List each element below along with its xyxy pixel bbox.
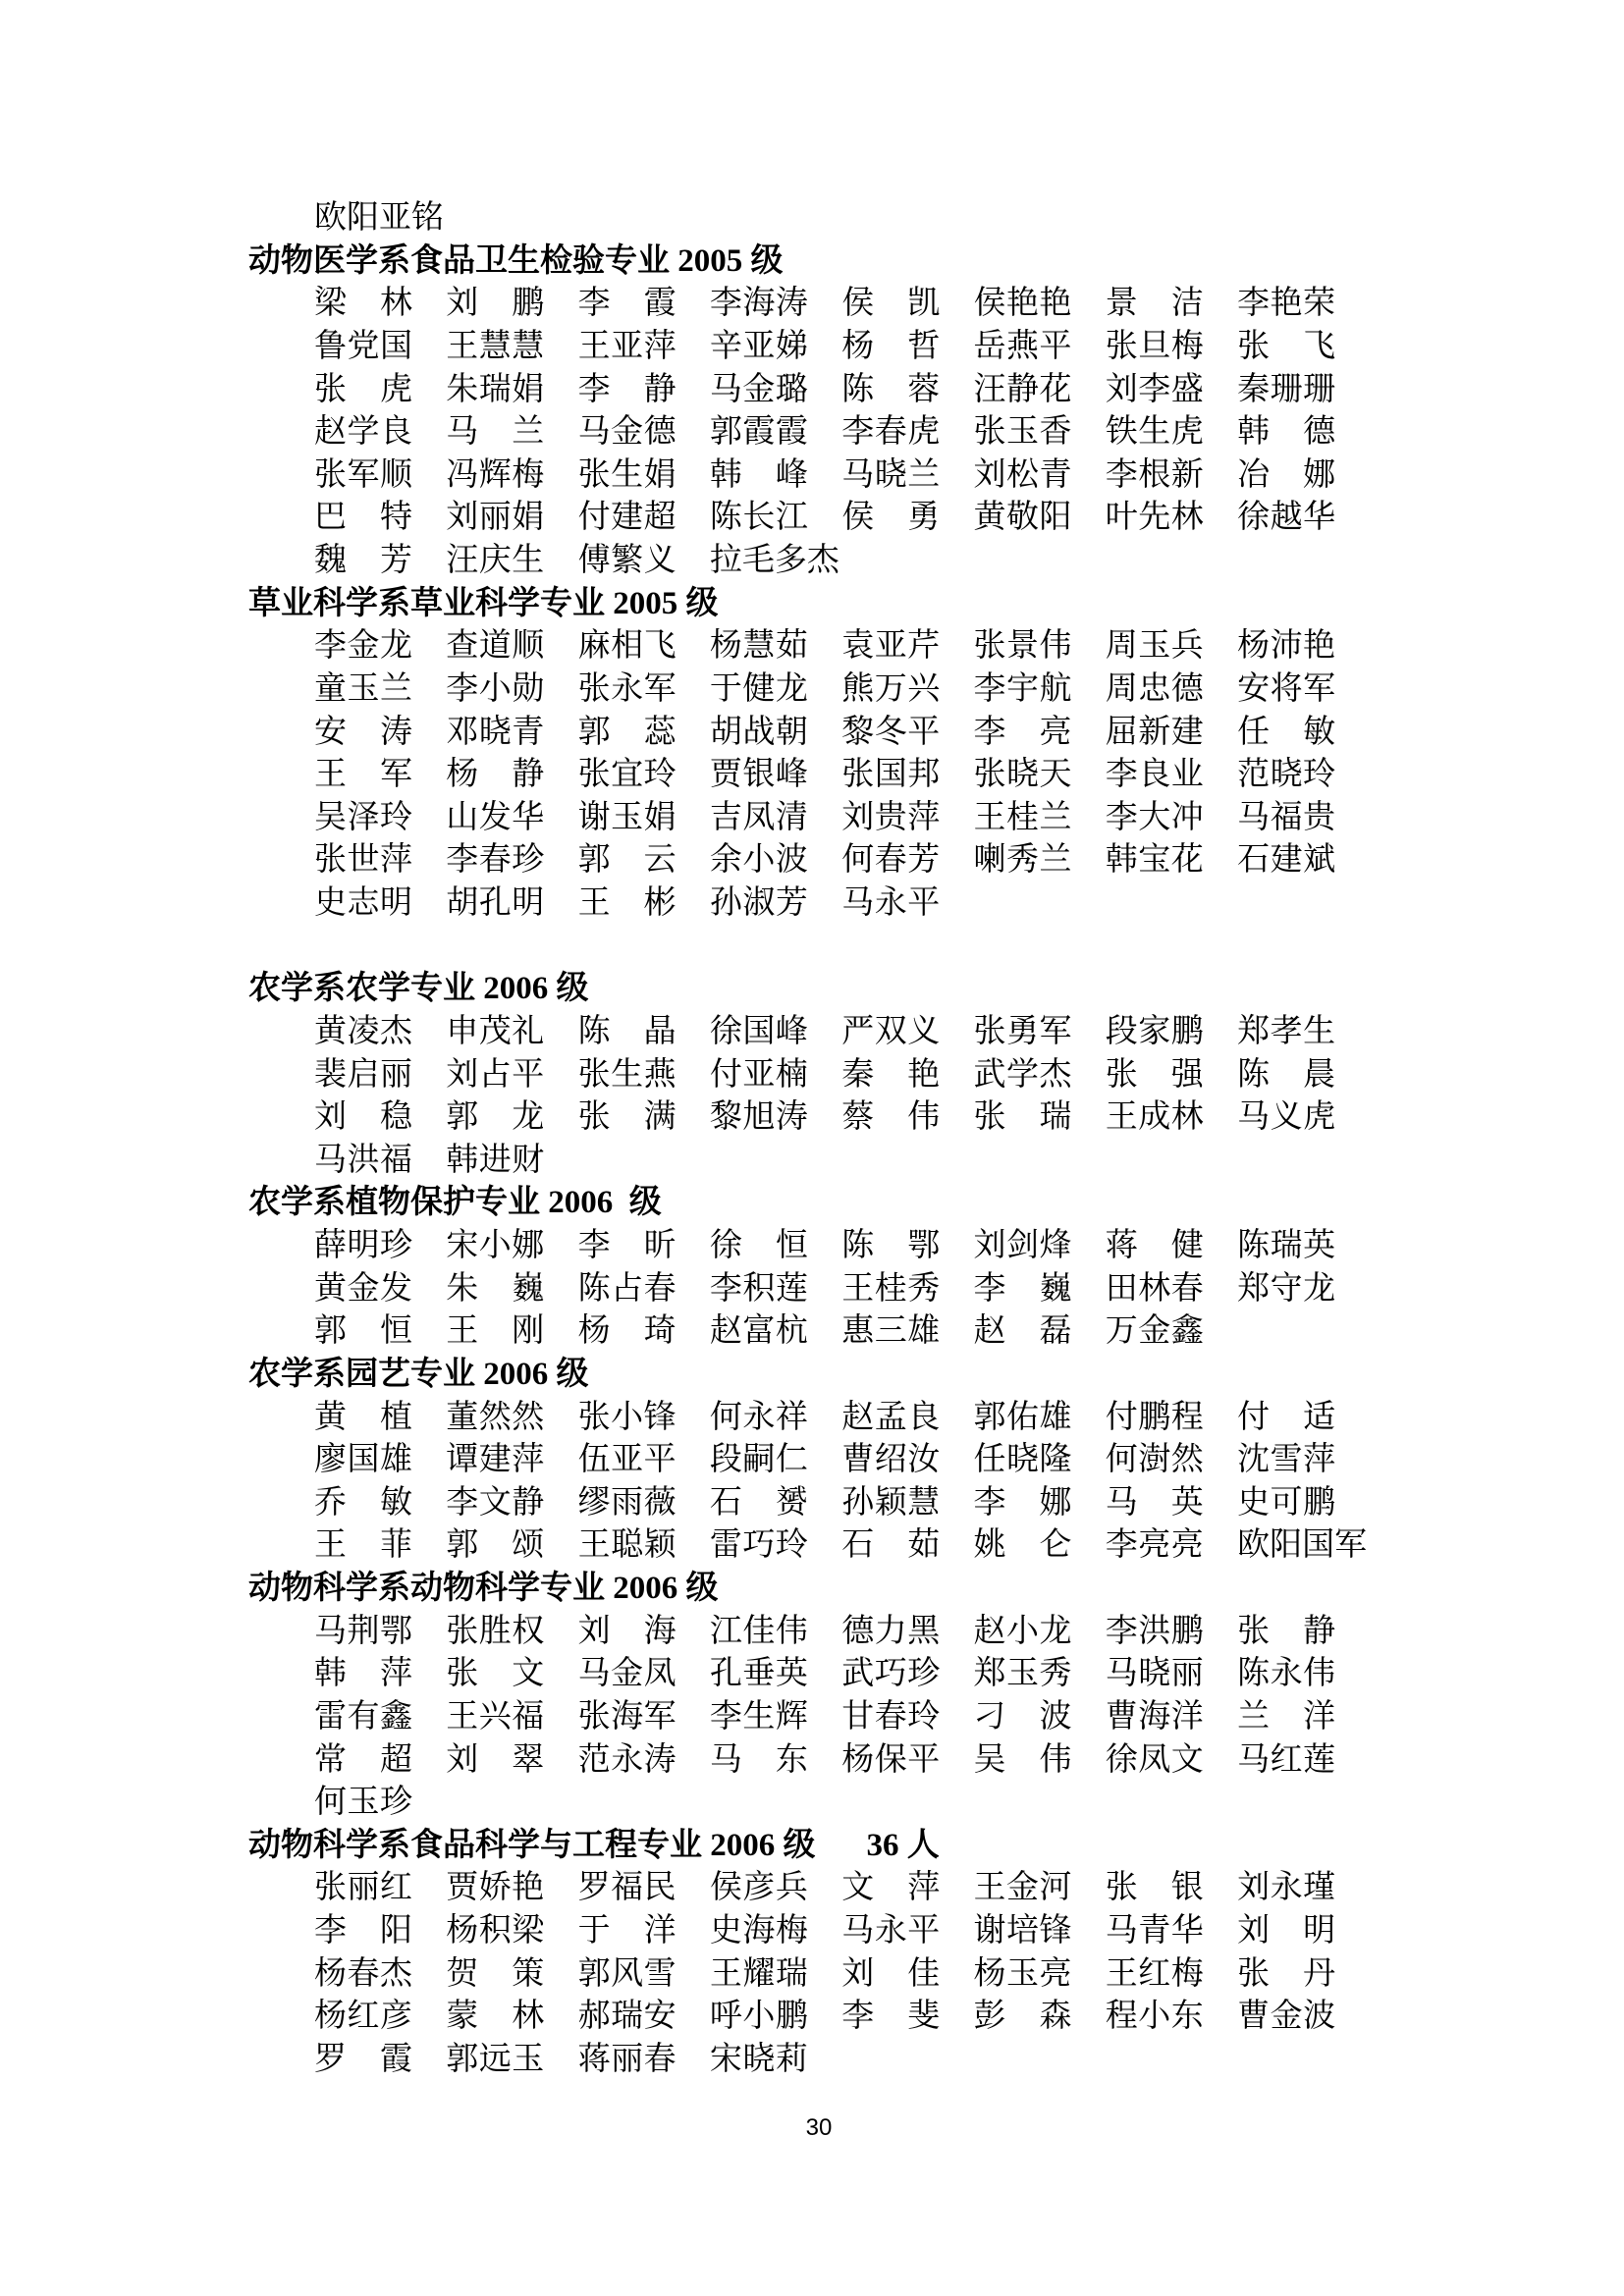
student-name: 郑玉秀 — [973, 1656, 1072, 1692]
student-name: 乔 敏 — [314, 1484, 412, 1521]
section-title: 草业科学系草业科学专业 2005 级 — [248, 585, 719, 621]
student-name: 甘春玲 — [841, 1698, 941, 1735]
student-name: 杨 琦 — [577, 1313, 677, 1350]
student-name: 郑守龙 — [1237, 1270, 1336, 1307]
student-name: 马金凤 — [577, 1656, 677, 1692]
student-name: 严双义 — [841, 1013, 941, 1049]
student-name: 李 阳 — [314, 1913, 412, 1949]
section-7 — [0, 1825, 1624, 2082]
student-name: 曹海洋 — [1105, 1698, 1204, 1735]
student-name: 蔡 伟 — [841, 1099, 941, 1136]
section-title: 动物科学系食品科学与工程专业 2006 级 — [248, 1827, 816, 1863]
student-name: 李 斐 — [841, 1999, 941, 2035]
student-name: 王成林 — [1105, 1099, 1204, 1136]
student-name: 张胜权 — [446, 1613, 545, 1649]
name-grid — [314, 625, 1370, 925]
student-name: 郭远玉 — [446, 2041, 545, 2077]
student-name: 李生辉 — [709, 1698, 808, 1735]
student-name: 欧阳国军 — [1237, 1527, 1368, 1564]
student-name: 韩宝花 — [1105, 842, 1204, 879]
student-name: 常 超 — [314, 1741, 412, 1778]
student-name: 张晓天 — [973, 757, 1072, 793]
student-name: 韩 德 — [1237, 414, 1336, 451]
student-name: 张小锋 — [577, 1399, 677, 1435]
student-name: 兰 洋 — [1237, 1698, 1336, 1735]
student-name: 石 茹 — [841, 1527, 941, 1564]
student-name: 罗 霞 — [314, 2041, 412, 2077]
student-name: 魏 芳 — [314, 543, 412, 578]
student-name: 张 文 — [446, 1656, 545, 1692]
student-name: 宋晓莉 — [709, 2041, 808, 2077]
student-name: 韩 峰 — [709, 456, 808, 493]
student-name: 雷巧玲 — [709, 1527, 808, 1564]
student-name: 何永祥 — [709, 1399, 808, 1435]
student-name: 呼小鹏 — [709, 1999, 808, 2035]
student-name: 张丽红 — [314, 1870, 412, 1906]
student-name: 马洪福 — [314, 1142, 412, 1178]
student-name: 黄金发 — [314, 1270, 412, 1307]
student-name: 铁生虎 — [1105, 414, 1204, 451]
student-name: 朱瑞娟 — [446, 371, 545, 407]
student-name: 马红莲 — [1237, 1741, 1336, 1778]
student-name: 刘 鹏 — [446, 286, 545, 322]
student-name: 李良业 — [1105, 757, 1204, 793]
student-name: 谢玉娟 — [577, 799, 677, 835]
student-name: 张生燕 — [577, 1056, 677, 1093]
student-name: 徐国峰 — [709, 1013, 808, 1049]
student-name: 段家鹏 — [1105, 1013, 1204, 1049]
student-name: 郭佑雄 — [973, 1399, 1072, 1435]
student-name: 欧阳亚铭 — [314, 200, 444, 236]
student-name: 陈永伟 — [1237, 1656, 1336, 1692]
student-name: 马 英 — [1105, 1484, 1204, 1521]
student-name: 赵学良 — [314, 414, 412, 451]
student-name: 德力黑 — [841, 1613, 941, 1649]
student-name: 杨沛艳 — [1237, 628, 1336, 665]
student-name: 付亚楠 — [709, 1056, 808, 1093]
name-list-page — [0, 197, 1624, 2082]
student-name: 刘剑烽 — [973, 1228, 1072, 1263]
student-name: 刘李盛 — [1105, 371, 1204, 407]
student-name: 石 赟 — [709, 1484, 808, 1521]
section-title: 农学系农学专业 2006 级 — [248, 971, 589, 1007]
student-name: 刘 稳 — [314, 1099, 412, 1136]
student-name: 张海军 — [577, 1698, 677, 1735]
student-name: 侯 勇 — [841, 500, 941, 536]
section-heading — [0, 1182, 1624, 1225]
student-name: 张 飞 — [1237, 328, 1336, 364]
student-name: 蒋 健 — [1105, 1228, 1204, 1263]
student-name: 谭建萍 — [446, 1442, 545, 1478]
student-name: 范晓玲 — [1237, 757, 1336, 793]
student-name: 李春虎 — [841, 414, 941, 451]
student-name: 张旦梅 — [1105, 328, 1204, 364]
section-heading — [0, 1568, 1624, 1611]
student-name: 石建斌 — [1237, 842, 1336, 879]
student-name: 袁亚芹 — [841, 628, 941, 665]
student-name: 马 东 — [709, 1741, 808, 1778]
student-name: 张 虎 — [314, 371, 412, 407]
section-3 — [0, 968, 1624, 1182]
student-name: 申茂礼 — [446, 1013, 545, 1049]
student-name: 黎冬平 — [841, 714, 941, 750]
student-name: 李 霞 — [577, 286, 677, 322]
student-name: 孔垂英 — [709, 1656, 808, 1692]
student-name: 黎旭涛 — [709, 1099, 808, 1136]
student-name: 张景伟 — [973, 628, 1072, 665]
section-1 — [0, 240, 1624, 583]
student-name: 李艳荣 — [1237, 286, 1336, 322]
student-name: 江佳伟 — [709, 1613, 808, 1649]
student-name: 张 满 — [577, 1099, 677, 1136]
student-name: 张勇军 — [973, 1013, 1072, 1049]
student-name: 童玉兰 — [314, 670, 412, 707]
student-name: 罗福民 — [577, 1870, 677, 1906]
student-name: 马福贵 — [1237, 799, 1336, 835]
student-name: 李洪鹏 — [1105, 1613, 1204, 1649]
student-name: 田林春 — [1105, 1270, 1204, 1307]
student-name: 曹绍汝 — [841, 1442, 941, 1478]
student-name: 李 娜 — [973, 1484, 1072, 1521]
student-name: 廖国雄 — [314, 1442, 412, 1478]
student-name: 汪庆生 — [446, 543, 545, 578]
student-name: 陈 鄂 — [841, 1228, 941, 1263]
student-name: 李 昕 — [577, 1228, 677, 1263]
student-name: 拉毛多杰 — [709, 543, 839, 578]
sections-container — [0, 240, 1624, 2082]
student-name: 何澍然 — [1105, 1442, 1204, 1478]
student-name: 董然然 — [446, 1399, 545, 1435]
student-name: 郭风雪 — [577, 1955, 677, 1992]
student-name: 郭霞霞 — [709, 414, 808, 451]
student-name: 刘 明 — [1237, 1913, 1336, 1949]
student-name: 叶先林 — [1105, 500, 1204, 536]
student-name: 雷有鑫 — [314, 1698, 412, 1735]
student-name: 查道顺 — [446, 628, 545, 665]
section-heading — [0, 583, 1624, 626]
student-name: 伍亚平 — [577, 1442, 677, 1478]
student-name: 杨慧茹 — [709, 628, 808, 665]
student-name: 段嗣仁 — [709, 1442, 808, 1478]
student-name: 秦 艳 — [841, 1056, 941, 1093]
student-name: 熊万兴 — [841, 670, 941, 707]
student-name: 吉凤清 — [709, 799, 808, 835]
student-name: 贺 策 — [446, 1955, 545, 1992]
section-5 — [0, 1354, 1624, 1568]
student-name: 陈长江 — [709, 500, 808, 536]
student-name: 马荆鄂 — [314, 1613, 412, 1649]
page-number: 30 — [805, 2114, 833, 2141]
student-name: 蒙 林 — [446, 1999, 545, 2035]
student-name: 安 涛 — [314, 714, 412, 750]
student-name: 李宇航 — [973, 670, 1072, 707]
name-grid — [314, 1011, 1370, 1183]
student-name: 武学杰 — [973, 1056, 1072, 1093]
student-name: 麻相飞 — [577, 628, 677, 665]
student-name: 周玉兵 — [1105, 628, 1204, 665]
student-name: 朱 巍 — [446, 1270, 545, 1307]
student-name: 陈占春 — [577, 1270, 677, 1307]
student-name: 安将军 — [1237, 670, 1336, 707]
student-name: 蒋丽春 — [577, 2041, 677, 2077]
student-name: 黄敬阳 — [973, 500, 1072, 536]
student-name: 陈瑞英 — [1237, 1228, 1336, 1263]
student-name: 王 军 — [314, 757, 412, 793]
student-name: 张永军 — [577, 670, 677, 707]
section-heading — [0, 1354, 1624, 1397]
section-heading — [0, 1825, 1624, 1868]
student-name: 史海梅 — [709, 1913, 808, 1949]
student-name: 张 强 — [1105, 1056, 1204, 1093]
student-name: 武巧珍 — [841, 1656, 941, 1692]
student-name: 于 洋 — [577, 1913, 677, 1949]
student-name: 文 萍 — [841, 1870, 941, 1906]
student-name: 李 静 — [577, 371, 677, 407]
student-name: 侯 凯 — [841, 286, 941, 322]
student-name: 裴启丽 — [314, 1056, 412, 1093]
student-name: 范永涛 — [577, 1741, 677, 1778]
section-6 — [0, 1568, 1624, 1825]
student-name: 刘丽娟 — [446, 500, 545, 536]
student-name: 孙颖慧 — [841, 1484, 941, 1521]
student-name: 徐 恒 — [709, 1228, 808, 1263]
student-name: 李 巍 — [973, 1270, 1072, 1307]
student-name: 王桂兰 — [973, 799, 1072, 835]
name-grid — [314, 1611, 1370, 1825]
student-name: 贾银峰 — [709, 757, 808, 793]
student-name: 杨春杰 — [314, 1955, 412, 1992]
student-name: 张 瑞 — [973, 1099, 1072, 1136]
student-name: 韩进财 — [446, 1142, 545, 1178]
student-name: 李金龙 — [314, 628, 412, 665]
student-name: 付 适 — [1237, 1399, 1336, 1435]
student-name: 赵富杭 — [709, 1313, 808, 1350]
student-name: 马晓兰 — [841, 456, 941, 493]
section-title: 农学系园艺专业 2006 级 — [248, 1356, 589, 1392]
student-name: 吴泽玲 — [314, 799, 412, 835]
student-name: 刁 波 — [973, 1698, 1072, 1735]
student-name: 程小东 — [1105, 1999, 1204, 2035]
student-name: 张宜玲 — [577, 757, 677, 793]
section-heading — [0, 968, 1624, 1011]
student-name: 孙淑芳 — [709, 885, 808, 921]
student-name: 张生娟 — [577, 456, 677, 493]
student-name: 王耀瑞 — [709, 1955, 808, 1992]
student-name: 徐凤文 — [1105, 1741, 1204, 1778]
student-name: 李 亮 — [973, 714, 1072, 750]
student-name: 薛明珍 — [314, 1228, 412, 1263]
student-name: 王桂秀 — [841, 1270, 941, 1307]
student-name: 张世萍 — [314, 842, 412, 879]
student-name: 王 刚 — [446, 1313, 545, 1350]
name-grid — [314, 1397, 1370, 1569]
student-name: 李文静 — [446, 1484, 545, 1521]
student-name: 李亮亮 — [1105, 1527, 1204, 1564]
student-name: 陈 晨 — [1237, 1056, 1336, 1093]
student-name: 刘永瑾 — [1237, 1870, 1336, 1906]
name-grid — [314, 283, 1370, 582]
student-name: 刘 佳 — [841, 1955, 941, 1992]
student-name: 侯艳艳 — [973, 286, 1072, 322]
student-name: 李根新 — [1105, 456, 1204, 493]
student-name: 马金德 — [577, 414, 677, 451]
student-name: 梁 林 — [314, 286, 412, 322]
student-name: 张国邦 — [841, 757, 941, 793]
student-name: 赵孟良 — [841, 1399, 941, 1435]
student-name: 王亚萍 — [577, 328, 677, 364]
student-name: 马金璐 — [709, 371, 808, 407]
student-name: 吴 伟 — [973, 1741, 1072, 1778]
student-name: 胡战朝 — [709, 714, 808, 750]
student-name: 赵小龙 — [973, 1613, 1072, 1649]
student-name: 付建超 — [577, 500, 677, 536]
student-name: 鲁党国 — [314, 328, 412, 364]
student-name: 宋小娜 — [446, 1228, 545, 1263]
student-name: 杨 静 — [446, 757, 545, 793]
student-name: 张 丹 — [1237, 1955, 1336, 1992]
student-name: 王金河 — [973, 1870, 1072, 1906]
student-name: 山发华 — [446, 799, 545, 835]
student-name: 侯彦兵 — [709, 1870, 808, 1906]
student-name: 付鹏程 — [1105, 1399, 1204, 1435]
student-name: 李积莲 — [709, 1270, 808, 1307]
student-name: 曹金波 — [1237, 1999, 1336, 2035]
name-grid — [314, 1225, 1370, 1354]
student-name: 马永平 — [841, 1913, 941, 1949]
student-name: 张玉香 — [973, 414, 1072, 451]
student-name: 郭 颂 — [446, 1527, 545, 1564]
student-name: 张军顺 — [314, 456, 412, 493]
student-name: 辛亚娣 — [709, 328, 808, 364]
student-name: 韩 萍 — [314, 1656, 412, 1692]
student-name: 刘贵萍 — [841, 799, 941, 835]
student-name: 张 静 — [1237, 1613, 1336, 1649]
student-name: 赵 磊 — [973, 1313, 1072, 1350]
section-4 — [0, 1182, 1624, 1354]
student-name: 李小勋 — [446, 670, 545, 707]
student-name: 邓晓青 — [446, 714, 545, 750]
student-name: 胡孔明 — [446, 885, 545, 921]
student-name: 汪静花 — [973, 371, 1072, 407]
student-name: 郭 恒 — [314, 1313, 412, 1350]
student-name: 黄 植 — [314, 1399, 412, 1435]
student-name: 杨玉亮 — [973, 1955, 1072, 1992]
student-name: 王 彬 — [577, 885, 677, 921]
student-name: 郭 蕊 — [577, 714, 677, 750]
student-name: 贾娇艳 — [446, 1870, 545, 1906]
student-name: 王红梅 — [1105, 1955, 1204, 1992]
student-name: 刘占平 — [446, 1056, 545, 1093]
student-name: 何春芳 — [841, 842, 941, 879]
section-heading — [0, 240, 1624, 284]
student-name: 马永平 — [841, 885, 941, 921]
student-name: 谢培锋 — [973, 1913, 1072, 1949]
section-title: 农学系植物保护专业 2006 级 — [248, 1185, 662, 1221]
student-name: 马义虎 — [1237, 1099, 1336, 1136]
student-name: 杨积梁 — [446, 1913, 545, 1949]
student-name: 徐越华 — [1237, 500, 1336, 536]
student-name: 马 兰 — [446, 414, 545, 451]
student-name: 李春珍 — [446, 842, 545, 879]
student-name: 杨保平 — [841, 1741, 941, 1778]
student-name: 张 银 — [1105, 1870, 1204, 1906]
student-name: 黄凌杰 — [314, 1013, 412, 1049]
student-name: 景 洁 — [1105, 286, 1204, 322]
student-name: 李大冲 — [1105, 799, 1204, 835]
student-name: 马晓丽 — [1105, 1656, 1204, 1692]
student-name: 史可鹏 — [1237, 1484, 1336, 1521]
student-name: 姚 仑 — [973, 1527, 1072, 1564]
student-name: 冯辉梅 — [446, 456, 545, 493]
section-2 — [0, 583, 1624, 926]
student-name: 喇秀兰 — [973, 842, 1072, 879]
student-name: 缪雨薇 — [577, 1484, 677, 1521]
student-name: 周忠德 — [1105, 670, 1204, 707]
student-name: 彭 森 — [973, 1999, 1072, 2035]
student-name: 屈新建 — [1105, 714, 1204, 750]
student-name: 任 敏 — [1237, 714, 1336, 750]
student-name: 郝瑞安 — [577, 1999, 677, 2035]
student-name: 沈雪萍 — [1237, 1442, 1336, 1478]
student-name: 郭 云 — [577, 842, 677, 879]
name-grid — [314, 1867, 1370, 2081]
student-name: 刘 翠 — [446, 1741, 545, 1778]
student-name: 王慧慧 — [446, 328, 545, 364]
student-name: 冶 娜 — [1237, 456, 1336, 493]
section-count: 36 人 — [866, 1827, 940, 1863]
student-name: 史志明 — [314, 885, 412, 921]
student-name: 岳燕平 — [973, 328, 1072, 364]
student-name: 秦珊珊 — [1237, 371, 1336, 407]
student-name: 何玉珍 — [314, 1785, 412, 1821]
section-title: 动物医学系食品卫生检验专业 2005 级 — [248, 242, 784, 279]
student-name: 刘 海 — [577, 1613, 677, 1649]
student-name: 王聪颖 — [577, 1527, 677, 1564]
student-name: 傅繁义 — [577, 543, 677, 578]
student-name: 李海涛 — [709, 286, 808, 322]
student-name: 巴 特 — [314, 500, 412, 536]
student-name: 杨 哲 — [841, 328, 941, 364]
student-name: 陈 晶 — [577, 1013, 677, 1049]
student-name: 刘松青 — [973, 456, 1072, 493]
section-title: 动物科学系动物科学专业 2006 级 — [248, 1571, 719, 1606]
continuation-name-grid — [314, 197, 1370, 240]
student-name: 余小波 — [709, 842, 808, 879]
student-name: 杨红彦 — [314, 1999, 412, 2035]
student-name: 王 菲 — [314, 1527, 412, 1564]
student-name: 任晓隆 — [973, 1442, 1072, 1478]
student-name: 王兴福 — [446, 1698, 545, 1735]
student-name: 郭 龙 — [446, 1099, 545, 1136]
student-name: 陈 蓉 — [841, 371, 941, 407]
student-name: 万金鑫 — [1105, 1313, 1204, 1350]
student-name: 于健龙 — [709, 670, 808, 707]
student-name: 惠三雄 — [841, 1313, 941, 1350]
student-name: 郑孝生 — [1237, 1013, 1336, 1049]
student-name: 马青华 — [1105, 1913, 1204, 1949]
